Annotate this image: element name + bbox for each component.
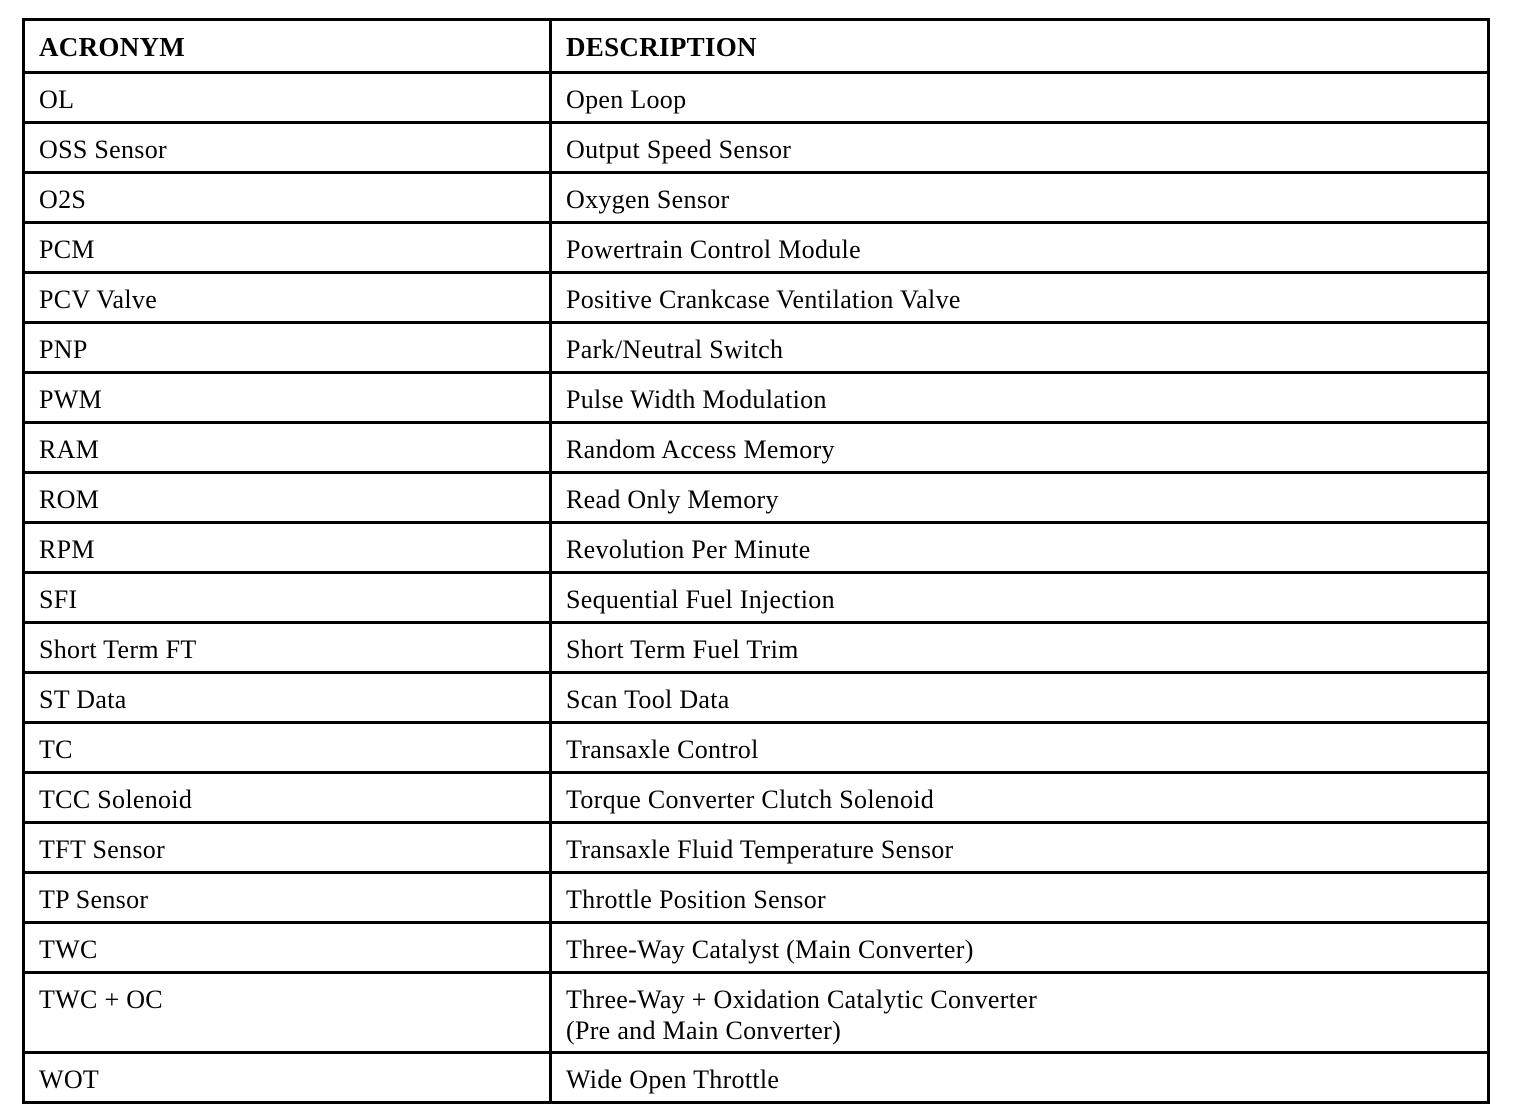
table-row <box>24 923 1489 973</box>
table-row <box>24 323 1489 373</box>
description-cell: Random Access Memory <box>551 423 1489 473</box>
acronym-cell: RAM <box>24 423 551 473</box>
table-row <box>24 723 1489 773</box>
description-column-header: DESCRIPTION <box>551 20 1489 73</box>
acronym-cell: O2S <box>24 173 551 223</box>
description-cell: Scan Tool Data <box>551 673 1489 723</box>
acronym-cell: TWC <box>24 923 551 973</box>
table-row <box>24 523 1489 573</box>
table-header-row <box>24 20 1489 73</box>
table-row <box>24 223 1489 273</box>
description-cell: Positive Crankcase Ventilation Valve <box>551 273 1489 323</box>
acronym-cell: PCV Valve <box>24 273 551 323</box>
description-cell <box>551 973 1489 1053</box>
table-row <box>24 123 1489 173</box>
table-row <box>24 823 1489 873</box>
acronym-cell: OSS Sensor <box>24 123 551 173</box>
acronym-cell: WOT <box>24 1053 551 1103</box>
description-cell: Wide Open Throttle <box>551 1053 1489 1103</box>
acronym-cell: TCC Solenoid <box>24 773 551 823</box>
acronym-cell: TC <box>24 723 551 773</box>
acronym-cell: SFI <box>24 573 551 623</box>
table-row <box>24 673 1489 723</box>
description-cell: Open Loop <box>551 73 1489 123</box>
table-row <box>24 73 1489 123</box>
description-cell: Short Term Fuel Trim <box>551 623 1489 673</box>
description-cell: Output Speed Sensor <box>551 123 1489 173</box>
acronym-cell: PWM <box>24 373 551 423</box>
table-row <box>24 623 1489 673</box>
acronym-cell: ST Data <box>24 673 551 723</box>
table-row <box>24 1053 1489 1103</box>
acronym-cell: PCM <box>24 223 551 273</box>
description-cell: Torque Converter Clutch Solenoid <box>551 773 1489 823</box>
acronym-table <box>22 18 1490 1104</box>
table-row <box>24 173 1489 223</box>
description-cell: Park/Neutral Switch <box>551 323 1489 373</box>
acronym-cell: ROM <box>24 473 551 523</box>
description-cell: Pulse Width Modulation <box>551 373 1489 423</box>
description-cell: Sequential Fuel Injection <box>551 573 1489 623</box>
acronym-cell: OL <box>24 73 551 123</box>
table-row <box>24 773 1489 823</box>
acronym-cell: TP Sensor <box>24 873 551 923</box>
description-cell: Throttle Position Sensor <box>551 873 1489 923</box>
table-row <box>24 873 1489 923</box>
acronym-cell: RPM <box>24 523 551 573</box>
description-cell: Three-Way Catalyst (Main Converter) <box>551 923 1489 973</box>
table-row <box>24 973 1489 1053</box>
description-cell: Oxygen Sensor <box>551 173 1489 223</box>
table-row <box>24 373 1489 423</box>
acronym-cell: Short Term FT <box>24 623 551 673</box>
acronym-cell: PNP <box>24 323 551 373</box>
table-row <box>24 273 1489 323</box>
description-cell: Revolution Per Minute <box>551 523 1489 573</box>
description-line: Three-Way + Oxidation Catalytic Converter <box>566 985 1038 1014</box>
acronym-table-container <box>22 18 1490 1104</box>
acronym-cell: TWC + OC <box>24 973 551 1053</box>
table-row <box>24 473 1489 523</box>
description-cell: Transaxle Fluid Temperature Sensor <box>551 823 1489 873</box>
table-row <box>24 423 1489 473</box>
description-line: (Pre and Main Converter) <box>566 1016 842 1045</box>
description-cell: Read Only Memory <box>551 473 1489 523</box>
acronym-column-header: ACRONYM <box>24 20 551 73</box>
description-cell: Powertrain Control Module <box>551 223 1489 273</box>
acronym-cell: TFT Sensor <box>24 823 551 873</box>
description-cell: Transaxle Control <box>551 723 1489 773</box>
table-row <box>24 573 1489 623</box>
